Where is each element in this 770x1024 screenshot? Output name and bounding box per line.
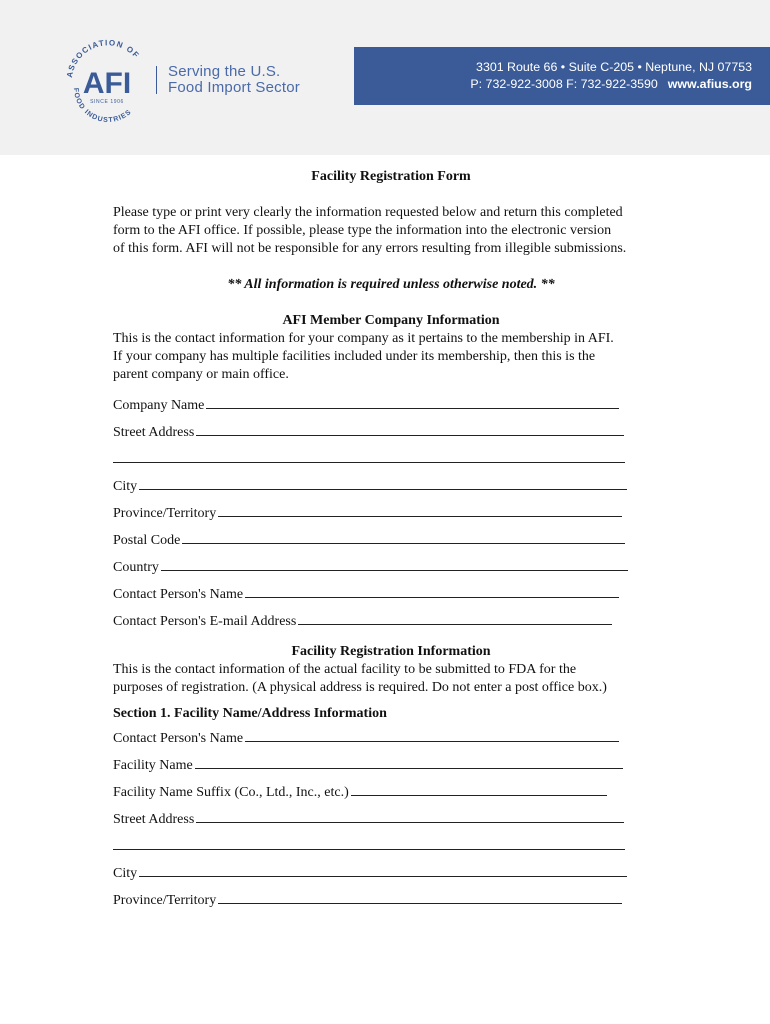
contact-name-label: Contact Person's Name [113, 587, 244, 602]
logo-divider [156, 66, 157, 94]
facility-street-row [113, 806, 673, 833]
phone-fax-text: P: 732-922-3008 F: 732-922-3590 [470, 77, 658, 91]
afi-logo-icon [62, 30, 152, 126]
facility-contact-name-label: Contact Person's Name [113, 731, 244, 746]
facility-desc-line1: This is the contact information of the actual facility to be submitted to FDA for the [113, 662, 577, 677]
svg-text:FOOD INDUSTRIES: FOOD INDUSTRIES [71, 87, 134, 125]
facility-desc-line2: purposes of registration. (A physical address is required. Do not enter a post office box.) [113, 680, 607, 695]
contact-band [354, 47, 770, 105]
company-name-label: Company Name [113, 398, 205, 413]
member-desc-line3: parent company or main office. [113, 367, 289, 382]
intro-line2: form to the AFI office. If possible, please type the information into the electronic version [113, 223, 612, 238]
contact-email-field[interactable] [298, 609, 612, 625]
facility-city-field[interactable] [139, 861, 627, 877]
tagline-line1: Serving the U.S. [168, 63, 281, 80]
country-row [113, 554, 673, 581]
phone-fax-line [470, 77, 752, 91]
contact-name-row [113, 581, 673, 608]
intro-line1: Please type or print very clearly the information requested below and return this completed [113, 205, 623, 220]
province-row [113, 500, 673, 527]
letterhead-band [0, 0, 770, 155]
facility-province-label: Province/Territory [113, 893, 217, 908]
city-row [113, 473, 673, 500]
contact-email-row [113, 608, 673, 635]
province-field[interactable] [218, 501, 622, 517]
street-address-row [113, 419, 673, 446]
contact-name-field[interactable] [245, 582, 619, 598]
form-content [113, 168, 673, 914]
street-address-line2-field[interactable] [113, 447, 625, 463]
facility-name-field[interactable] [195, 753, 623, 769]
street-address-label: Street Address [113, 425, 195, 440]
facility-name-row [113, 752, 673, 779]
facility-contact-name-field[interactable] [245, 726, 619, 742]
member-desc-line2: If your company has multiple facilities included under its membership, then this is the [113, 349, 596, 364]
company-name-field[interactable] [206, 393, 619, 409]
svg-text:AFI: AFI [82, 67, 132, 100]
facility-province-field[interactable] [218, 888, 622, 904]
facility-province-row [113, 887, 673, 914]
province-label: Province/Territory [113, 506, 217, 521]
facility-street-line2-field[interactable] [113, 834, 625, 850]
postal-code-field[interactable] [182, 528, 625, 544]
svg-text:ASSOCIATION OF: ASSOCIATION OF [64, 38, 142, 79]
facility-contact-name-row [113, 725, 673, 752]
street-address-field[interactable] [196, 420, 624, 436]
facility-suffix-row [113, 779, 673, 806]
required-note: ** All information is required unless otherwise noted. ** [227, 277, 555, 292]
company-name-row [113, 392, 673, 419]
postal-code-row [113, 527, 673, 554]
member-desc-line1: This is the contact information for your company as it pertains to the membership in AFI. [113, 331, 614, 346]
facility-street-label: Street Address [113, 812, 195, 827]
street-address-line2-row [113, 446, 673, 473]
city-label: City [113, 479, 138, 494]
section1-heading: Section 1. Facility Name/Address Information [113, 706, 387, 721]
address-text: 3301 Route 66 • Suite C-205 • Neptune, NJ 07753 [476, 60, 752, 74]
country-field[interactable] [161, 555, 628, 571]
facility-section-heading: Facility Registration Information [291, 644, 491, 659]
form-title: Facility Registration Form [311, 169, 471, 184]
intro-line3: of this form. AFI will not be responsible for any errors resulting from illegible submissions. [113, 241, 627, 256]
facility-suffix-label: Facility Name Suffix (Co., Ltd., Inc., etc.) [113, 785, 349, 800]
contact-email-label: Contact Person's E-mail Address [113, 614, 297, 629]
afi-logo [62, 30, 152, 126]
facility-city-row [113, 860, 673, 887]
facility-street-field[interactable] [196, 807, 624, 823]
facility-street-line2-row [113, 833, 673, 860]
city-field[interactable] [139, 474, 627, 490]
facility-name-label: Facility Name [113, 758, 193, 773]
svg-text:SINCE 1906: SINCE 1906 [90, 99, 124, 105]
member-section-heading: AFI Member Company Information [282, 313, 500, 328]
facility-suffix-field[interactable] [351, 780, 607, 796]
tagline [168, 64, 318, 96]
country-label: Country [113, 560, 159, 575]
tagline-line2: Food Import Sector [168, 79, 300, 96]
website-link[interactable]: www.afius.org [667, 77, 752, 91]
facility-city-label: City [113, 866, 138, 881]
postal-code-label: Postal Code [113, 533, 181, 548]
